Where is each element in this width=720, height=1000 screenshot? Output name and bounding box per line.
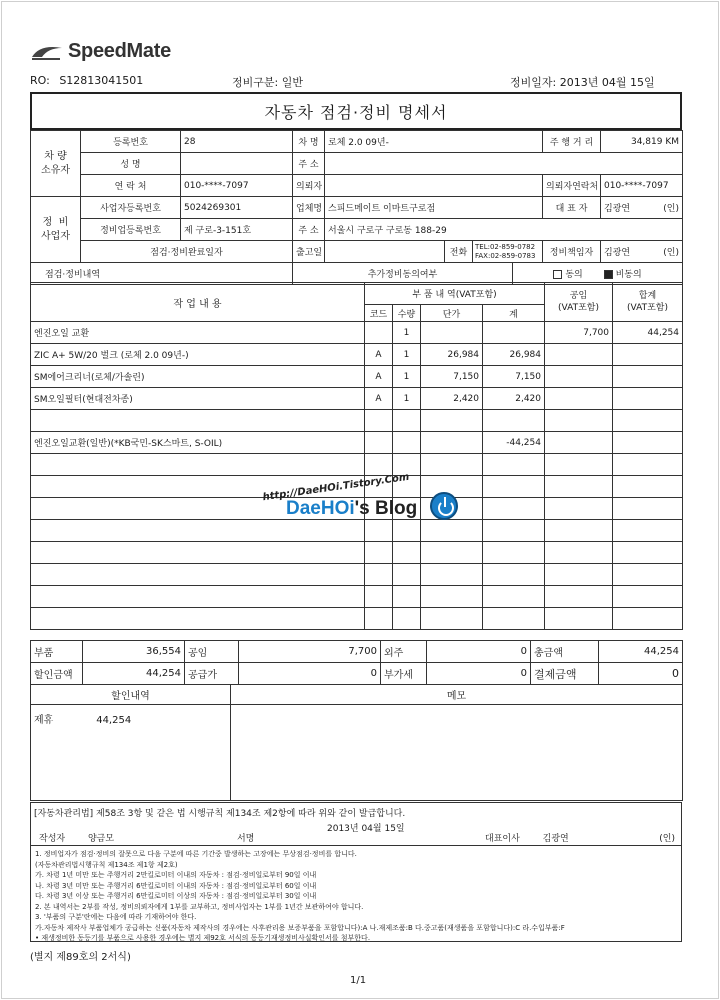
mileage-label: 주 행 거 리 bbox=[543, 131, 601, 153]
work-cell-desc: SM오일필터(현대전차종) bbox=[31, 388, 365, 410]
watermark-url: http://DaeHOi.Tistory.Com bbox=[261, 471, 410, 504]
work-row-empty bbox=[31, 564, 683, 586]
speedmate-logo-icon bbox=[30, 42, 64, 62]
note-line: 가.자동차 제작사 부품업체가 공급하는 신품(자동차 제작사의 경우에는 사후관리용 보증부품을 포함합니다):A 나.재제조품:B 다.중고품(재생품을 포함합니다):C 라.수입부품:F bbox=[35, 923, 565, 932]
work-cell-qty: 1 bbox=[393, 366, 421, 388]
work-cell-sum bbox=[613, 564, 683, 586]
contact-label: 연 락 처 bbox=[81, 175, 181, 197]
work-cell-total: 7,150 bbox=[483, 366, 545, 388]
work-cell-total bbox=[483, 322, 545, 344]
work-cell-qty bbox=[393, 586, 421, 608]
work-cell-sum bbox=[613, 410, 683, 432]
work-cell-labor bbox=[545, 454, 613, 476]
work-cell-code: A bbox=[365, 366, 393, 388]
work-row bbox=[31, 388, 683, 410]
col-total-header: 계 bbox=[483, 305, 545, 322]
work-cell-sum bbox=[613, 498, 683, 520]
pay-label: 결제금액 bbox=[531, 663, 599, 685]
blog-watermark bbox=[261, 471, 462, 536]
work-cell-total bbox=[483, 476, 545, 498]
work-cell-unit bbox=[421, 586, 483, 608]
work-cell-qty bbox=[393, 410, 421, 432]
discount-item-label: 제휴 bbox=[34, 715, 54, 726]
discount-detail-header: 할인내역 bbox=[31, 685, 231, 705]
work-cell-unit bbox=[421, 410, 483, 432]
work-cell-unit: 26,984 bbox=[421, 344, 483, 366]
ro-label: RO: bbox=[30, 74, 50, 87]
work-cell-unit bbox=[421, 432, 483, 454]
client-contact-label: 의뢰자연락처 bbox=[543, 175, 601, 197]
note-line: 가. 차령 1년 미만 또는 주행거리 2만킬로미터 이내의 자동차 : 점검·정비일로부터 90일 이내 bbox=[35, 871, 317, 879]
watermark-name: DaeHOi bbox=[286, 498, 355, 519]
work-cell-labor: 7,700 bbox=[545, 322, 613, 344]
watermark-suffix: 's Blog bbox=[354, 498, 418, 519]
shop-reg-label: 정비업등록번호 bbox=[81, 219, 181, 241]
work-cell-desc bbox=[31, 564, 365, 586]
work-cell-sum: 44,254 bbox=[613, 322, 683, 344]
work-row-empty bbox=[31, 454, 683, 476]
work-cell-desc: 엔진오일교환(일반)(*KB국민-SK스마트, S-OIL) bbox=[31, 432, 365, 454]
work-cell-desc bbox=[31, 454, 365, 476]
work-cell-total bbox=[483, 410, 545, 432]
car-name-value: 로체 2.0 09년- bbox=[325, 131, 543, 153]
rep-sign-name: 김광연 bbox=[542, 834, 569, 844]
issue-table bbox=[30, 802, 682, 846]
form-number: (별지 제89호의 2서식) bbox=[30, 952, 131, 963]
owner-name-label: 성 명 bbox=[81, 153, 181, 175]
owner-address-value bbox=[325, 153, 683, 175]
memo-header: 메모 bbox=[231, 685, 683, 705]
work-items-table bbox=[30, 282, 683, 630]
work-row bbox=[31, 322, 683, 344]
client-value bbox=[325, 175, 543, 197]
writer-seal-label: 서명 bbox=[236, 834, 255, 844]
work-cell-unit bbox=[421, 454, 483, 476]
fax-value: FAX:02-859-0783 bbox=[475, 251, 536, 260]
work-cell-qty bbox=[393, 432, 421, 454]
parts-label: 부품 bbox=[31, 641, 83, 663]
work-cell-sum bbox=[613, 366, 683, 388]
work-cell-unit bbox=[421, 564, 483, 586]
rep-label: 대 표 자 bbox=[543, 197, 601, 219]
rep-value bbox=[601, 197, 683, 219]
biz-name-value: 스피드메이트 이마트구로점 bbox=[325, 197, 543, 219]
work-row bbox=[31, 410, 683, 432]
rep-title-label: 대표이사 bbox=[485, 834, 520, 844]
total-label: 총금액 bbox=[531, 641, 599, 663]
work-cell-desc: ZIC A+ 5W/20 벌크 (로체 2.0 09년-) bbox=[31, 344, 365, 366]
work-cell-sum bbox=[613, 542, 683, 564]
disagree-label: 비동의 bbox=[615, 270, 642, 280]
work-cell-total: 2,420 bbox=[483, 388, 545, 410]
writer-label: 작성자 bbox=[39, 834, 66, 844]
col-qty-header: 수량 bbox=[393, 305, 421, 322]
tel-value: TEL:02-859-0782 bbox=[475, 242, 536, 251]
work-cell-sum bbox=[613, 476, 683, 498]
power-icon bbox=[430, 492, 458, 520]
document-title: 자동차 점검·정비 명세서 bbox=[30, 92, 682, 130]
release-date-value bbox=[325, 241, 445, 263]
work-cell-code bbox=[365, 564, 393, 586]
owner-name-value bbox=[181, 153, 293, 175]
note-line: 1. 정비업자가 점검·정비의 잘못으로 다음 구분에 따른 기간중 발생하는 고장에는 무상점검·정비를 합니다. bbox=[35, 850, 357, 858]
biz-no-value: 5024269301 bbox=[181, 197, 293, 219]
agree-checkbox[interactable] bbox=[553, 270, 562, 279]
work-cell-total bbox=[483, 498, 545, 520]
note-line: 나. 차령 3년 미만 또는 주행거리 6만킬로미터 이내의 자동차 : 점검·정비일로부터 60일 이내 bbox=[35, 881, 317, 890]
owner-section-label: 차 량 소유자 bbox=[31, 131, 81, 197]
work-cell-labor bbox=[545, 520, 613, 542]
manager-value bbox=[601, 241, 683, 263]
note-line: 3. '부품의 구분'란에는 다음에 따라 기재하여야 한다. bbox=[35, 913, 197, 921]
work-cell-code bbox=[365, 608, 393, 630]
work-row-empty bbox=[31, 586, 683, 608]
supply-label: 공급가 bbox=[185, 663, 239, 685]
shop-section-label: 정 비 사업자 bbox=[31, 197, 81, 263]
work-cell-desc bbox=[31, 410, 365, 432]
discount-detail-body bbox=[31, 705, 231, 801]
memo-body bbox=[231, 705, 683, 801]
disagree-checkbox[interactable] bbox=[604, 270, 613, 279]
issue-cell bbox=[31, 803, 682, 846]
work-cell-labor bbox=[545, 498, 613, 520]
work-cell-labor bbox=[545, 388, 613, 410]
manager-seal: (인) bbox=[663, 248, 679, 258]
note-line: 다. 차령 3년 이상 또는 주행거리 6만킬로미터 이상의 자동차 : 점검·정비일로부터 30일 이내 bbox=[35, 892, 317, 900]
discount-label: 할인금액 bbox=[31, 663, 83, 685]
work-cell-unit bbox=[421, 322, 483, 344]
labor-value: 7,700 bbox=[239, 641, 381, 663]
work-cell-code bbox=[365, 586, 393, 608]
outsource-value: 0 bbox=[427, 641, 531, 663]
note-line: 2. 본 내역서는 2부를 작성, 정비의뢰자에게 1부를 교부하고, 정비사업자는 1부를 1년간 보관하여야 합니다. bbox=[35, 902, 364, 911]
work-cell-unit: 7,150 bbox=[421, 366, 483, 388]
brand-name: SpeedMate bbox=[68, 40, 171, 62]
work-cell-desc: 엔진오일 교환 bbox=[31, 322, 365, 344]
work-cell-sum bbox=[613, 388, 683, 410]
work-cell-sum bbox=[613, 344, 683, 366]
biz-no-label: 사업자등록번호 bbox=[81, 197, 181, 219]
work-cell-sum bbox=[613, 432, 683, 454]
work-cell-labor bbox=[545, 432, 613, 454]
work-cell-labor bbox=[545, 366, 613, 388]
brand-logo bbox=[30, 40, 171, 63]
work-cell-labor bbox=[545, 608, 613, 630]
work-cell-sum bbox=[613, 454, 683, 476]
work-cell-total bbox=[483, 520, 545, 542]
release-date-label: 출고일 bbox=[293, 241, 325, 263]
supply-value: 0 bbox=[239, 663, 381, 685]
contact-value: 010-****-7097 bbox=[181, 175, 293, 197]
col-unit-header: 단가 bbox=[421, 305, 483, 322]
agree-label: 동의 bbox=[565, 270, 583, 280]
work-row bbox=[31, 432, 683, 454]
work-cell-qty bbox=[393, 564, 421, 586]
work-cell-qty: 1 bbox=[393, 388, 421, 410]
writer-name: 양금모 bbox=[87, 834, 115, 844]
client-contact-value: 010-****-7097 bbox=[601, 175, 683, 197]
col-work-header: 작 업 내 용 bbox=[31, 283, 365, 322]
work-row bbox=[31, 344, 683, 366]
pay-value: 0 bbox=[599, 663, 683, 685]
work-row-empty bbox=[31, 608, 683, 630]
extra-consent-label: 추가정비동의여부 bbox=[293, 263, 513, 285]
info-table bbox=[30, 130, 683, 263]
col-parts-header: 부 품 내 역(VAT포함) bbox=[365, 283, 545, 305]
work-cell-code: A bbox=[365, 344, 393, 366]
work-cell-labor bbox=[545, 476, 613, 498]
car-name-label: 차 명 bbox=[293, 131, 325, 153]
done-date-label: 점검·정비완료일자 bbox=[81, 241, 293, 263]
reg-no-label: 등록번호 bbox=[81, 131, 181, 153]
work-cell-total bbox=[483, 608, 545, 630]
mileage-value: 34,819 KM bbox=[601, 131, 683, 153]
col-code-header: 코드 bbox=[365, 305, 393, 322]
work-cell-sum bbox=[613, 608, 683, 630]
legal-notes bbox=[30, 845, 682, 942]
work-cell-sum bbox=[613, 520, 683, 542]
ro-field bbox=[30, 74, 143, 87]
work-row bbox=[31, 366, 683, 388]
work-cell-desc bbox=[31, 608, 365, 630]
work-cell-code: A bbox=[365, 388, 393, 410]
rep-sign-seal: (인) bbox=[659, 834, 675, 844]
rep-name: 김광연 bbox=[604, 204, 631, 214]
work-cell-unit: 2,420 bbox=[421, 388, 483, 410]
work-cell-desc bbox=[31, 542, 365, 564]
note-line: (자동차관리법시행규칙 제134조 제1항 제2호) bbox=[35, 860, 178, 869]
work-cell-labor bbox=[545, 564, 613, 586]
outsource-label: 외주 bbox=[381, 641, 427, 663]
discount-item-amount: 44,254 bbox=[96, 715, 132, 726]
work-cell-labor bbox=[545, 344, 613, 366]
shop-address-value: 서울시 구로구 구로동 188-29 bbox=[325, 219, 683, 241]
work-cell-code bbox=[365, 322, 393, 344]
page-number: 1/1 bbox=[350, 975, 367, 986]
work-section-label: 점검·정비내역 bbox=[31, 263, 293, 285]
work-cell-labor bbox=[545, 586, 613, 608]
work-cell-code bbox=[365, 410, 393, 432]
manager-label: 정비책임자 bbox=[543, 241, 601, 263]
col-sum-header: 합계 (VAT포함) bbox=[613, 283, 683, 322]
work-cell-total bbox=[483, 454, 545, 476]
work-cell-code bbox=[365, 454, 393, 476]
biz-name-label: 업체명 bbox=[293, 197, 325, 219]
service-category: 정비구분: 일반 bbox=[232, 76, 303, 89]
client-label: 의뢰자 bbox=[293, 175, 325, 197]
vat-value: 0 bbox=[427, 663, 531, 685]
phone-label: 전화 bbox=[445, 241, 473, 263]
work-cell-labor bbox=[545, 410, 613, 432]
discount-value: 44,254 bbox=[83, 663, 185, 685]
work-cell-unit bbox=[421, 542, 483, 564]
work-cell-sum bbox=[613, 586, 683, 608]
law-text: [자동차관리법] 제58조 3항 및 같은 법 시행규칙 제134조 제2항에 따라 위와 같이 발급합니다. bbox=[34, 809, 406, 819]
work-cell-qty: 1 bbox=[393, 322, 421, 344]
work-cell-desc: SM에어크리너(로체/가솔린) bbox=[31, 366, 365, 388]
note-line: • 재생정비한 동등기를 부품으로 사용한 경우에는 별지 제92호 서식의 동등기재생정비사실확인서를 첨부한다. bbox=[35, 934, 371, 942]
shop-reg-value: 제 구로-3-151호 bbox=[181, 219, 293, 241]
work-cell-labor bbox=[545, 542, 613, 564]
discount-memo-table bbox=[30, 684, 683, 801]
parts-value: 36,554 bbox=[83, 641, 185, 663]
work-cell-total: -44,254 bbox=[483, 432, 545, 454]
labor-label: 공임 bbox=[185, 641, 239, 663]
watermark-title bbox=[286, 498, 417, 520]
service-date: 정비일자: 2013년 04월 15일 bbox=[510, 76, 655, 89]
phone-value bbox=[473, 241, 543, 263]
col-labor-header: 공임 (VAT포함) bbox=[545, 283, 613, 322]
ro-number: S12813041501 bbox=[59, 74, 144, 87]
work-cell-total bbox=[483, 542, 545, 564]
work-cell-desc bbox=[31, 586, 365, 608]
issue-date: 2013년 04월 15일 bbox=[327, 824, 405, 834]
work-cell-qty bbox=[393, 608, 421, 630]
rep-seal: (인) bbox=[663, 204, 679, 214]
work-cell-unit bbox=[421, 608, 483, 630]
work-cell-total bbox=[483, 564, 545, 586]
reg-no-value: 28 bbox=[181, 131, 293, 153]
work-cell-total bbox=[483, 586, 545, 608]
owner-address-label: 주 소 bbox=[293, 153, 325, 175]
work-cell-qty bbox=[393, 542, 421, 564]
shop-address-label: 주 소 bbox=[293, 219, 325, 241]
work-cell-code bbox=[365, 432, 393, 454]
work-row-empty bbox=[31, 542, 683, 564]
work-cell-qty: 1 bbox=[393, 344, 421, 366]
work-cell-code bbox=[365, 542, 393, 564]
total-value: 44,254 bbox=[599, 641, 683, 663]
vat-label: 부가세 bbox=[381, 663, 427, 685]
work-cell-total: 26,984 bbox=[483, 344, 545, 366]
totals-table bbox=[30, 640, 683, 685]
manager-name: 김광연 bbox=[604, 248, 631, 258]
